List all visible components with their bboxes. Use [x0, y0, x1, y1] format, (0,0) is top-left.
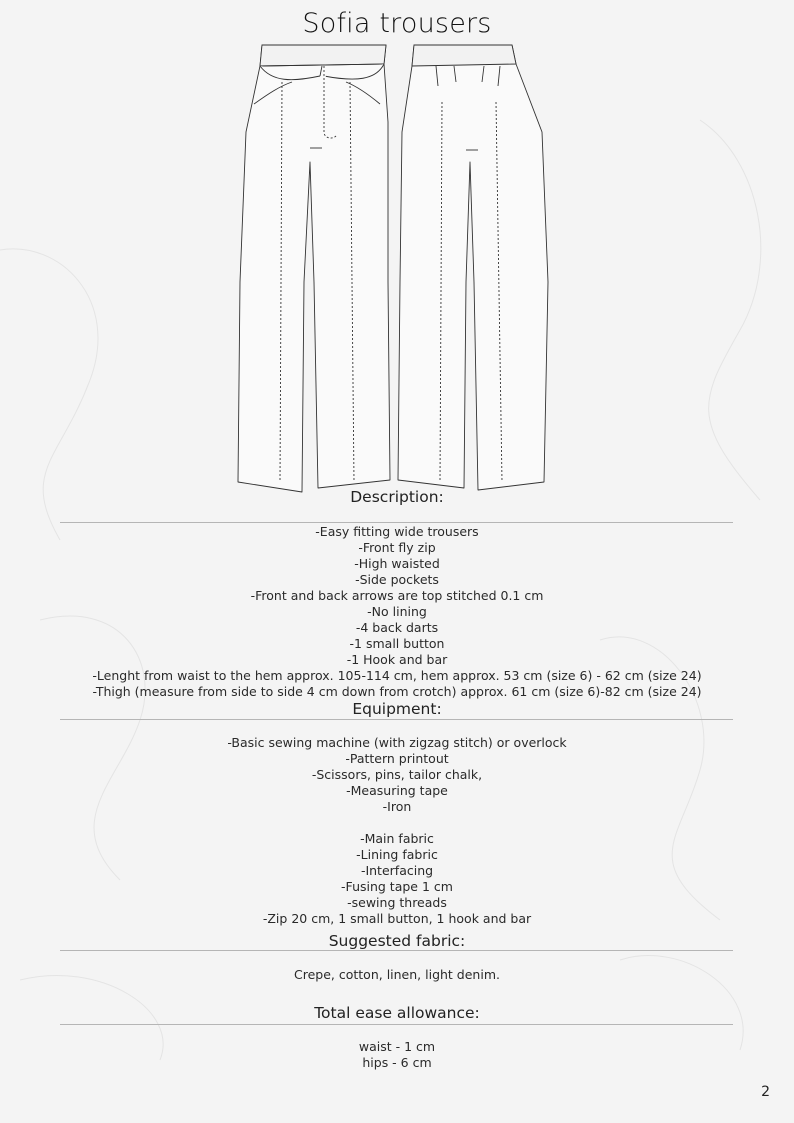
ease-allowance-heading: Total ease allowance: — [314, 1004, 480, 1022]
list-item: -Pattern printout — [345, 751, 449, 766]
suggested-fabric-list — [0, 967, 794, 983]
section-divider — [60, 950, 733, 951]
page-title: Sofia trousers — [302, 8, 492, 39]
list-item: -Basic sewing machine (with zigzag stitch) or overlock — [227, 735, 567, 750]
list-item: Crepe, cotton, linen, light denim. — [294, 967, 500, 982]
list-item: -Fusing tape 1 cm — [341, 879, 453, 894]
section-divider — [60, 719, 733, 720]
trousers-technical-drawing — [232, 42, 552, 497]
list-item: -Interfacing — [360, 863, 434, 878]
list-item: -Scissors, pins, tailor chalk, — [311, 767, 483, 782]
list-item: -1 Hook and bar — [346, 652, 448, 667]
list-item: -Lining fabric — [356, 847, 438, 862]
list-item: -Measuring tape — [346, 783, 448, 798]
list-item: waist - 1 cm — [358, 1039, 436, 1054]
list-item: -sewing threads — [347, 895, 447, 910]
description-list — [0, 524, 794, 700]
list-item: -No lining — [367, 604, 427, 619]
list-item: -High waisted — [354, 556, 440, 571]
front-view-drawing — [238, 45, 390, 492]
ease-allowance-list — [0, 1039, 794, 1071]
list-item: -Front fly zip — [358, 540, 436, 555]
list-item: -Front and back arrows are top stitched 0.1 cm — [250, 588, 544, 603]
equipment-heading: Equipment: — [352, 700, 442, 718]
list-item: -Thigh (measure from side to side 4 cm down from crotch) approx. 61 cm (size 6)-82 cm (size 24) — [92, 684, 702, 699]
list-item: -Lenght from waist to the hem approx. 105-114 cm, hem approx. 53 cm (size 6) - 62 cm (size 24) — [92, 668, 702, 683]
equipment-list — [0, 735, 794, 927]
list-item — [0, 815, 794, 831]
section-divider — [60, 522, 733, 523]
list-item: hips - 6 cm — [362, 1055, 432, 1070]
list-item: -4 back darts — [355, 620, 439, 635]
list-item: -Side pockets — [355, 572, 439, 587]
suggested-fabric-heading: Suggested fabric: — [328, 932, 466, 950]
description-heading: Description: — [350, 488, 444, 506]
section-divider — [60, 1024, 733, 1025]
back-view-drawing — [398, 45, 548, 490]
list-item: -Main fabric — [360, 831, 434, 846]
list-item: -Zip 20 cm, 1 small button, 1 hook and bar — [262, 911, 532, 926]
list-item: -1 small button — [349, 636, 445, 651]
list-item: -Easy fitting wide trousers — [315, 524, 479, 539]
list-item: -Iron — [382, 799, 412, 814]
page-number: 2 — [761, 1084, 770, 1100]
